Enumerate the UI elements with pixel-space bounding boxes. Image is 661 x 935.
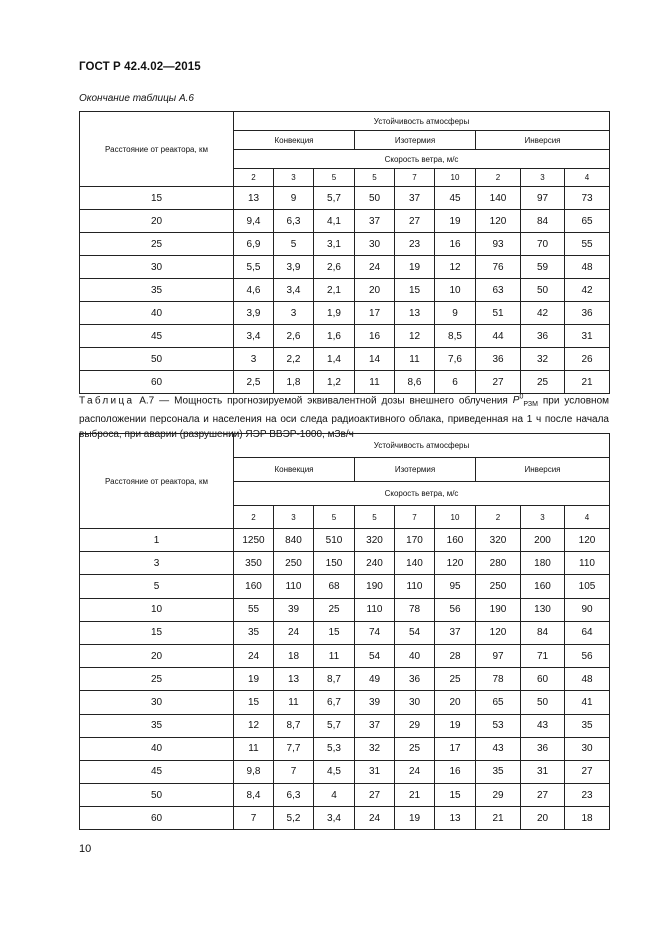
distance-cell: 10 bbox=[80, 598, 234, 621]
value-cell: 120 bbox=[476, 621, 521, 644]
value-cell: 30 bbox=[565, 737, 610, 760]
value-cell: 190 bbox=[476, 598, 521, 621]
value-cell: 510 bbox=[314, 529, 355, 552]
value-cell: 32 bbox=[355, 737, 395, 760]
value-cell: 37 bbox=[395, 187, 435, 210]
value-cell: 3,4 bbox=[274, 279, 314, 302]
value-cell: 93 bbox=[476, 233, 521, 256]
table-row bbox=[80, 784, 610, 807]
wind-speed-cell: 7 bbox=[395, 506, 435, 529]
value-cell: 29 bbox=[395, 714, 435, 737]
value-cell: 12 bbox=[435, 256, 476, 279]
value-cell: 21 bbox=[476, 807, 521, 830]
value-cell: 36 bbox=[521, 737, 565, 760]
wind-speed-cell: 4 bbox=[565, 506, 610, 529]
value-cell: 1,6 bbox=[314, 325, 355, 348]
distance-cell: 5 bbox=[80, 575, 234, 598]
value-cell: 5 bbox=[274, 233, 314, 256]
value-cell: 5,2 bbox=[274, 807, 314, 830]
wind-speed-cell: 3 bbox=[274, 169, 314, 187]
value-cell: 27 bbox=[521, 784, 565, 807]
table-row bbox=[80, 325, 610, 348]
value-cell: 25 bbox=[435, 668, 476, 691]
value-cell: 35 bbox=[234, 621, 274, 644]
value-cell: 13 bbox=[234, 187, 274, 210]
value-cell: 110 bbox=[274, 575, 314, 598]
value-cell: 50 bbox=[521, 691, 565, 714]
distance-cell: 15 bbox=[80, 187, 234, 210]
value-cell: 200 bbox=[521, 529, 565, 552]
table-a7-caption-text: А.7 — Мощность прогнозируемой эквивалентной дозы внешнего облучения bbox=[139, 395, 508, 407]
value-cell: 20 bbox=[435, 691, 476, 714]
value-cell: 36 bbox=[521, 325, 565, 348]
value-cell: 15 bbox=[395, 279, 435, 302]
value-cell: 5,3 bbox=[314, 737, 355, 760]
value-cell: 250 bbox=[476, 575, 521, 598]
value-cell: 19 bbox=[395, 256, 435, 279]
wind-speed-cell: 4 bbox=[565, 169, 610, 187]
stability-header: Устойчивость атмосферы bbox=[234, 434, 610, 458]
value-cell: 6 bbox=[435, 371, 476, 394]
dose-symbol-sub: РЗМ bbox=[523, 401, 538, 409]
inversion-header: Инверсия bbox=[476, 131, 610, 150]
distance-cell: 35 bbox=[80, 714, 234, 737]
value-cell: 7,7 bbox=[274, 737, 314, 760]
value-cell: 4,5 bbox=[314, 760, 355, 783]
distance-cell: 15 bbox=[80, 621, 234, 644]
value-cell: 3,4 bbox=[234, 325, 274, 348]
value-cell: 50 bbox=[521, 279, 565, 302]
wind-speed-cell: 2 bbox=[476, 506, 521, 529]
value-cell: 20 bbox=[521, 807, 565, 830]
distance-header: Расстояние от реактора, км bbox=[80, 112, 234, 187]
value-cell: 15 bbox=[435, 784, 476, 807]
value-cell: 5,5 bbox=[234, 256, 274, 279]
value-cell: 37 bbox=[355, 714, 395, 737]
inversion-header: Инверсия bbox=[476, 458, 610, 482]
table-row bbox=[80, 279, 610, 302]
value-cell: 76 bbox=[476, 256, 521, 279]
value-cell: 27 bbox=[395, 210, 435, 233]
value-cell: 14 bbox=[355, 348, 395, 371]
value-cell: 71 bbox=[521, 644, 565, 667]
value-cell: 350 bbox=[234, 552, 274, 575]
value-cell: 65 bbox=[476, 691, 521, 714]
value-cell: 11 bbox=[234, 737, 274, 760]
table-row bbox=[80, 233, 610, 256]
value-cell: 43 bbox=[521, 714, 565, 737]
value-cell: 11 bbox=[274, 691, 314, 714]
value-cell: 27 bbox=[476, 371, 521, 394]
value-cell: 4,6 bbox=[234, 279, 274, 302]
value-cell: 9,4 bbox=[234, 210, 274, 233]
value-cell: 2,5 bbox=[234, 371, 274, 394]
dose-symbol bbox=[512, 394, 538, 409]
value-cell: 18 bbox=[565, 807, 610, 830]
value-cell: 45 bbox=[435, 187, 476, 210]
value-cell: 55 bbox=[565, 233, 610, 256]
value-cell: 37 bbox=[435, 621, 476, 644]
value-cell: 6,3 bbox=[274, 784, 314, 807]
value-cell: 160 bbox=[234, 575, 274, 598]
value-cell: 6,3 bbox=[274, 210, 314, 233]
value-cell: 4 bbox=[314, 784, 355, 807]
table-a6-end bbox=[79, 111, 610, 394]
value-cell: 2,1 bbox=[314, 279, 355, 302]
table-row bbox=[80, 621, 610, 644]
wind-speed-cell: 2 bbox=[476, 169, 521, 187]
value-cell: 31 bbox=[565, 325, 610, 348]
wind-speed-cell: 5 bbox=[314, 506, 355, 529]
value-cell: 13 bbox=[435, 807, 476, 830]
value-cell: 42 bbox=[521, 302, 565, 325]
table-row bbox=[80, 760, 610, 783]
value-cell: 97 bbox=[521, 187, 565, 210]
value-cell: 65 bbox=[565, 210, 610, 233]
value-cell: 70 bbox=[521, 233, 565, 256]
value-cell: 12 bbox=[395, 325, 435, 348]
value-cell: 43 bbox=[476, 737, 521, 760]
value-cell: 2,6 bbox=[314, 256, 355, 279]
value-cell: 160 bbox=[435, 529, 476, 552]
convection-header: Конвекция bbox=[234, 131, 355, 150]
value-cell: 120 bbox=[476, 210, 521, 233]
value-cell: 8,7 bbox=[314, 668, 355, 691]
value-cell: 16 bbox=[435, 760, 476, 783]
value-cell: 41 bbox=[565, 691, 610, 714]
value-cell: 840 bbox=[274, 529, 314, 552]
value-cell: 44 bbox=[476, 325, 521, 348]
value-cell: 56 bbox=[565, 644, 610, 667]
value-cell: 39 bbox=[355, 691, 395, 714]
distance-header: Расстояние от реактора, км bbox=[80, 434, 234, 529]
value-cell: 23 bbox=[395, 233, 435, 256]
value-cell: 19 bbox=[435, 210, 476, 233]
wind-speed-cell: 5 bbox=[355, 169, 395, 187]
value-cell: 110 bbox=[395, 575, 435, 598]
value-cell: 13 bbox=[395, 302, 435, 325]
value-cell: 36 bbox=[476, 348, 521, 371]
table-row bbox=[80, 807, 610, 830]
value-cell: 29 bbox=[476, 784, 521, 807]
value-cell: 97 bbox=[476, 644, 521, 667]
wind-speed-header: Скорость ветра, м/с bbox=[234, 150, 610, 169]
value-cell: 19 bbox=[395, 807, 435, 830]
value-cell: 54 bbox=[355, 644, 395, 667]
value-cell: 27 bbox=[355, 784, 395, 807]
value-cell: 280 bbox=[476, 552, 521, 575]
value-cell: 35 bbox=[476, 760, 521, 783]
value-cell: 8,6 bbox=[395, 371, 435, 394]
wind-speed-cell: 5 bbox=[355, 506, 395, 529]
wind-speed-cell: 3 bbox=[521, 169, 565, 187]
table-row bbox=[80, 302, 610, 325]
value-cell: 160 bbox=[521, 575, 565, 598]
isotherm-header: Изотермия bbox=[355, 131, 476, 150]
value-cell: 1,8 bbox=[274, 371, 314, 394]
value-cell: 110 bbox=[355, 598, 395, 621]
value-cell: 16 bbox=[435, 233, 476, 256]
value-cell: 21 bbox=[565, 371, 610, 394]
table-a7-caption-text-end: при условном расположении персонала и населения на оси следа радиоактивного облака, приведенная на 1 ч после начала выброса, при аварии (разрушении) ЯЭР ВВЭР-1000, мЗв/ч bbox=[79, 395, 610, 441]
value-cell: 15 bbox=[234, 691, 274, 714]
value-cell: 37 bbox=[355, 210, 395, 233]
value-cell: 2,6 bbox=[274, 325, 314, 348]
wind-speed-cell: 3 bbox=[274, 506, 314, 529]
value-cell: 1,4 bbox=[314, 348, 355, 371]
isotherm-header: Изотермия bbox=[355, 458, 476, 482]
table-row bbox=[80, 529, 610, 552]
value-cell: 19 bbox=[435, 714, 476, 737]
value-cell: 11 bbox=[395, 348, 435, 371]
value-cell: 27 bbox=[565, 760, 610, 783]
value-cell: 7 bbox=[234, 807, 274, 830]
value-cell: 19 bbox=[234, 668, 274, 691]
value-cell: 8,4 bbox=[234, 784, 274, 807]
value-cell: 1,9 bbox=[314, 302, 355, 325]
value-cell: 48 bbox=[565, 668, 610, 691]
table-row bbox=[80, 598, 610, 621]
value-cell: 6,9 bbox=[234, 233, 274, 256]
value-cell: 17 bbox=[355, 302, 395, 325]
value-cell: 130 bbox=[521, 598, 565, 621]
wind-speed-cell: 2 bbox=[234, 506, 274, 529]
wind-speed-cell: 3 bbox=[521, 506, 565, 529]
value-cell: 3 bbox=[234, 348, 274, 371]
wind-speed-cell: 10 bbox=[435, 506, 476, 529]
value-cell: 36 bbox=[395, 668, 435, 691]
value-cell: 140 bbox=[476, 187, 521, 210]
distance-cell: 50 bbox=[80, 348, 234, 371]
value-cell: 7,6 bbox=[435, 348, 476, 371]
value-cell: 5,7 bbox=[314, 714, 355, 737]
value-cell: 24 bbox=[395, 760, 435, 783]
value-cell: 21 bbox=[395, 784, 435, 807]
value-cell: 56 bbox=[435, 598, 476, 621]
distance-cell: 45 bbox=[80, 760, 234, 783]
table-row bbox=[80, 737, 610, 760]
value-cell: 120 bbox=[435, 552, 476, 575]
value-cell: 320 bbox=[476, 529, 521, 552]
value-cell: 84 bbox=[521, 621, 565, 644]
value-cell: 63 bbox=[476, 279, 521, 302]
distance-cell: 25 bbox=[80, 233, 234, 256]
value-cell: 150 bbox=[314, 552, 355, 575]
value-cell: 13 bbox=[274, 668, 314, 691]
value-cell: 35 bbox=[565, 714, 610, 737]
page-number: 10 bbox=[79, 843, 92, 855]
value-cell: 8,7 bbox=[274, 714, 314, 737]
value-cell: 40 bbox=[395, 644, 435, 667]
value-cell: 24 bbox=[274, 621, 314, 644]
wind-speed-cell: 10 bbox=[435, 169, 476, 187]
value-cell: 190 bbox=[355, 575, 395, 598]
value-cell: 9 bbox=[274, 187, 314, 210]
value-cell: 32 bbox=[521, 348, 565, 371]
value-cell: 24 bbox=[355, 807, 395, 830]
table-row bbox=[80, 644, 610, 667]
value-cell: 12 bbox=[234, 714, 274, 737]
value-cell: 3,4 bbox=[314, 807, 355, 830]
value-cell: 15 bbox=[314, 621, 355, 644]
table-row bbox=[80, 691, 610, 714]
table-row bbox=[80, 668, 610, 691]
distance-cell: 60 bbox=[80, 807, 234, 830]
table-a7 bbox=[79, 433, 610, 830]
value-cell: 320 bbox=[355, 529, 395, 552]
table-row bbox=[80, 210, 610, 233]
distance-cell: 50 bbox=[80, 784, 234, 807]
value-cell: 74 bbox=[355, 621, 395, 644]
table-a7-caption-label: Таблица bbox=[79, 395, 135, 407]
distance-cell: 40 bbox=[80, 737, 234, 760]
table-row bbox=[80, 575, 610, 598]
value-cell: 250 bbox=[274, 552, 314, 575]
value-cell: 110 bbox=[565, 552, 610, 575]
table-row bbox=[80, 348, 610, 371]
distance-cell: 40 bbox=[80, 302, 234, 325]
value-cell: 48 bbox=[565, 256, 610, 279]
value-cell: 30 bbox=[355, 233, 395, 256]
value-cell: 10 bbox=[435, 279, 476, 302]
value-cell: 240 bbox=[355, 552, 395, 575]
value-cell: 50 bbox=[355, 187, 395, 210]
dose-symbol-sup: 0 bbox=[519, 394, 524, 401]
value-cell: 51 bbox=[476, 302, 521, 325]
table-row bbox=[80, 187, 610, 210]
distance-cell: 35 bbox=[80, 279, 234, 302]
stability-header: Устойчивость атмосферы bbox=[234, 112, 610, 131]
value-cell: 36 bbox=[565, 302, 610, 325]
value-cell: 16 bbox=[355, 325, 395, 348]
dose-symbol-letter: P bbox=[512, 395, 520, 407]
wind-speed-cell: 7 bbox=[395, 169, 435, 187]
value-cell: 3 bbox=[274, 302, 314, 325]
value-cell: 78 bbox=[395, 598, 435, 621]
value-cell: 84 bbox=[521, 210, 565, 233]
value-cell: 20 bbox=[355, 279, 395, 302]
value-cell: 31 bbox=[355, 760, 395, 783]
value-cell: 120 bbox=[565, 529, 610, 552]
value-cell: 90 bbox=[565, 598, 610, 621]
document-header: ГОСТ Р 42.4.02—2015 bbox=[79, 61, 201, 73]
value-cell: 60 bbox=[521, 668, 565, 691]
distance-cell: 60 bbox=[80, 371, 234, 394]
value-cell: 1,2 bbox=[314, 371, 355, 394]
convection-header: Конвекция bbox=[234, 458, 355, 482]
value-cell: 49 bbox=[355, 668, 395, 691]
distance-cell: 1 bbox=[80, 529, 234, 552]
table-row bbox=[80, 714, 610, 737]
table-row bbox=[80, 256, 610, 279]
value-cell: 23 bbox=[565, 784, 610, 807]
value-cell: 8,5 bbox=[435, 325, 476, 348]
value-cell: 95 bbox=[435, 575, 476, 598]
value-cell: 25 bbox=[314, 598, 355, 621]
table-a6-caption: Окончание таблицы А.6 bbox=[79, 93, 194, 104]
value-cell: 9 bbox=[435, 302, 476, 325]
value-cell: 11 bbox=[314, 644, 355, 667]
value-cell: 54 bbox=[395, 621, 435, 644]
wind-speed-cell: 2 bbox=[234, 169, 274, 187]
value-cell: 39 bbox=[274, 598, 314, 621]
value-cell: 11 bbox=[355, 371, 395, 394]
value-cell: 55 bbox=[234, 598, 274, 621]
distance-cell: 25 bbox=[80, 668, 234, 691]
value-cell: 5,7 bbox=[314, 187, 355, 210]
value-cell: 180 bbox=[521, 552, 565, 575]
value-cell: 17 bbox=[435, 737, 476, 760]
value-cell: 24 bbox=[355, 256, 395, 279]
wind-speed-cell: 5 bbox=[314, 169, 355, 187]
value-cell: 140 bbox=[395, 552, 435, 575]
value-cell: 25 bbox=[521, 371, 565, 394]
wind-speed-header: Скорость ветра, м/с bbox=[234, 482, 610, 506]
value-cell: 18 bbox=[274, 644, 314, 667]
value-cell: 30 bbox=[395, 691, 435, 714]
value-cell: 9,8 bbox=[234, 760, 274, 783]
value-cell: 68 bbox=[314, 575, 355, 598]
value-cell: 7 bbox=[274, 760, 314, 783]
distance-cell: 20 bbox=[80, 644, 234, 667]
table-row bbox=[80, 552, 610, 575]
value-cell: 105 bbox=[565, 575, 610, 598]
value-cell: 3,9 bbox=[274, 256, 314, 279]
value-cell: 3,1 bbox=[314, 233, 355, 256]
value-cell: 26 bbox=[565, 348, 610, 371]
value-cell: 3,9 bbox=[234, 302, 274, 325]
value-cell: 59 bbox=[521, 256, 565, 279]
value-cell: 28 bbox=[435, 644, 476, 667]
value-cell: 170 bbox=[395, 529, 435, 552]
value-cell: 73 bbox=[565, 187, 610, 210]
value-cell: 25 bbox=[395, 737, 435, 760]
distance-cell: 20 bbox=[80, 210, 234, 233]
value-cell: 64 bbox=[565, 621, 610, 644]
distance-cell: 30 bbox=[80, 691, 234, 714]
value-cell: 1250 bbox=[234, 529, 274, 552]
value-cell: 78 bbox=[476, 668, 521, 691]
distance-cell: 30 bbox=[80, 256, 234, 279]
value-cell: 2,2 bbox=[274, 348, 314, 371]
value-cell: 42 bbox=[565, 279, 610, 302]
value-cell: 53 bbox=[476, 714, 521, 737]
distance-cell: 45 bbox=[80, 325, 234, 348]
distance-cell: 3 bbox=[80, 552, 234, 575]
value-cell: 4,1 bbox=[314, 210, 355, 233]
value-cell: 24 bbox=[234, 644, 274, 667]
value-cell: 31 bbox=[521, 760, 565, 783]
value-cell: 6,7 bbox=[314, 691, 355, 714]
